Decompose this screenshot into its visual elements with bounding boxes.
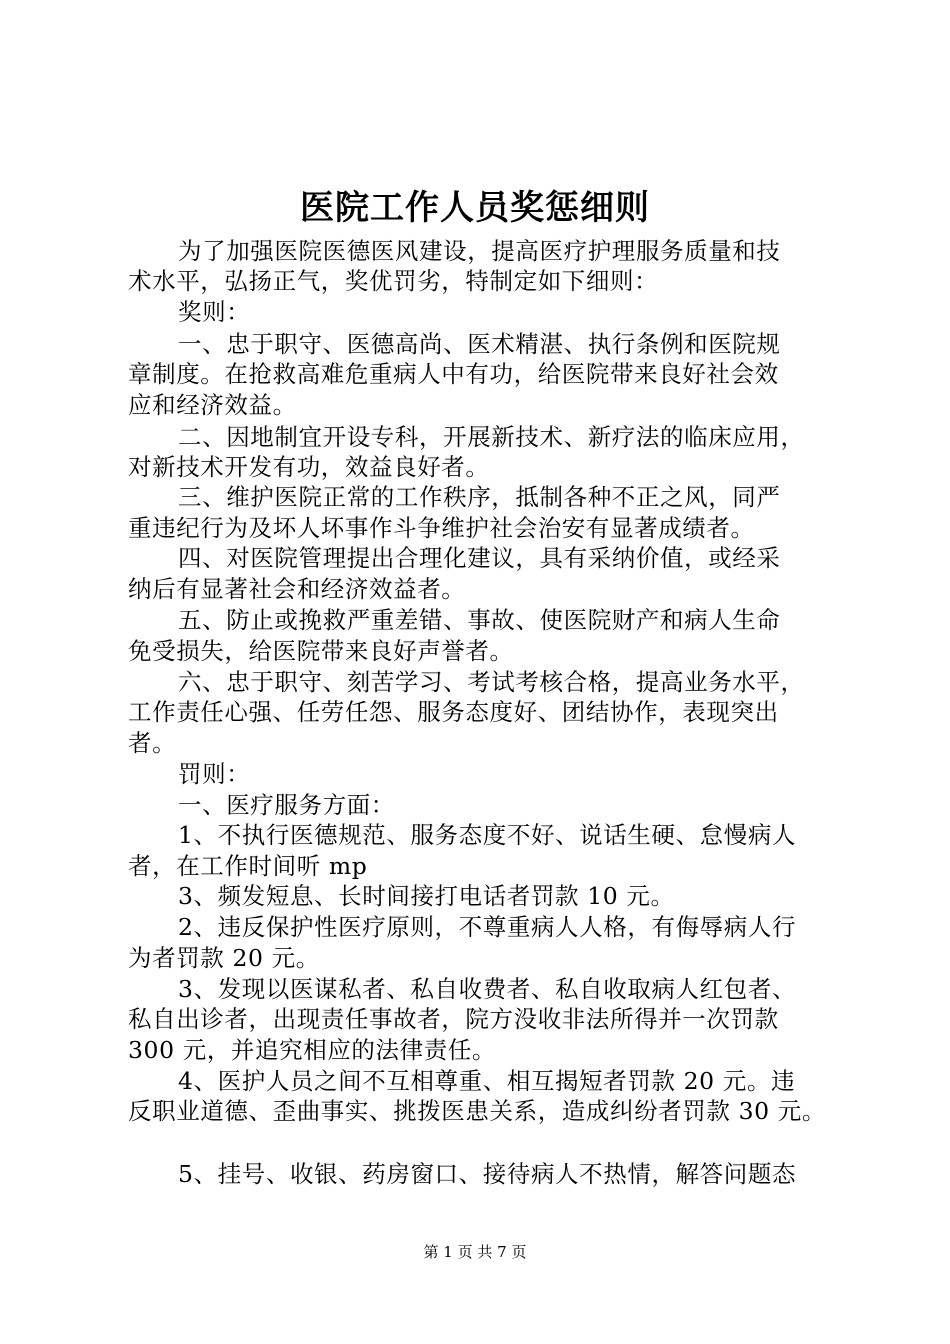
paragraph-line: 为者罚款 20 元。 (128, 944, 320, 972)
paragraph-line: 者，在工作时间听 mp (128, 852, 368, 880)
paragraph-line: 免受损失，给医院带来良好声誉者。 (128, 637, 514, 665)
paragraph-line: 反职业道德、歪曲事实、挑拨医患关系，造成纠纷者罚款 30 元。 (128, 1097, 826, 1125)
paragraph-line: 1、不执行医德规范、服务态度不好、说话生硬、怠慢病人 (178, 821, 797, 849)
paragraph-line: 三、维护医院正常的工作秩序，抵制各种不正之风，同严 (178, 483, 781, 511)
paragraph-line: 重违纪行为及坏人坏事作斗争维护社会治安有显著成绩者。 (128, 514, 755, 542)
paragraph-line: 一、忠于职守、医德高尚、医术精湛、执行条例和医院规 (178, 330, 781, 358)
paragraph-line: 术水平，弘扬正气，奖优罚劣，特制定如下细则： (128, 267, 659, 295)
paragraph-line: 对新技术开发有功，效益良好者。 (128, 453, 490, 481)
subsection-heading: 一、医疗服务方面： (178, 791, 395, 819)
paragraph-line: 章制度。在抢救高难危重病人中有功，给医院带来良好社会效 (128, 360, 779, 388)
section-heading-penalties: 罚则： (178, 760, 251, 788)
paragraph-line: 私自出诊者，出现责任事故者，院方没收非法所得并一次罚款 (128, 1005, 779, 1033)
paragraph-line: 六、忠于职守、刻苦学习、考试考核合格，提高业务水平， (178, 668, 805, 696)
section-heading-rewards: 奖则： (178, 298, 251, 326)
paragraph-line: 者。 (128, 729, 177, 757)
paragraph-line: 纳后有显著社会和经济效益者。 (128, 575, 466, 603)
page-number-footer: 第 1 页 共 7 页 (423, 1243, 527, 1261)
paragraph-line: 工作责任心强、任劳任怨、服务态度好、团结协作，表现突出 (128, 698, 779, 726)
paragraph-line: 2、违反保护性医疗原则，不尊重病人人格，有侮辱病人行 (178, 913, 797, 941)
paragraph-line: 5、挂号、收银、药房窗口、接待病人不热情，解答问题态 (178, 1160, 797, 1188)
paragraph-line: 应和经济效益。 (128, 391, 297, 419)
paragraph-line: 3、频发短息、长时间接打电话者罚款 10 元。 (178, 882, 675, 910)
paragraph-line: 五、防止或挽救严重差错、事故、使医院财产和病人生命 (178, 606, 781, 634)
paragraph-line: 四、对医院管理提出合理化建议，具有采纳价值，或经采 (178, 544, 781, 572)
paragraph-line: 300 元，并追究相应的法律责任。 (128, 1036, 497, 1064)
paragraph-line: 为了加强医院医德医风建设，提高医疗护理服务质量和技 (178, 237, 781, 265)
paragraph-line: 4、医护人员之间不互相尊重、相互揭短者罚款 20 元。违 (178, 1067, 796, 1095)
paragraph-line: 3、发现以医谋私者、私自收费者、私自收取病人红包者、 (178, 975, 797, 1003)
document-title: 医院工作人员奖惩细则 (300, 188, 650, 228)
paragraph-line: 二、因地制宜开设专科，开展新技术、新疗法的临床应用， (178, 423, 805, 451)
